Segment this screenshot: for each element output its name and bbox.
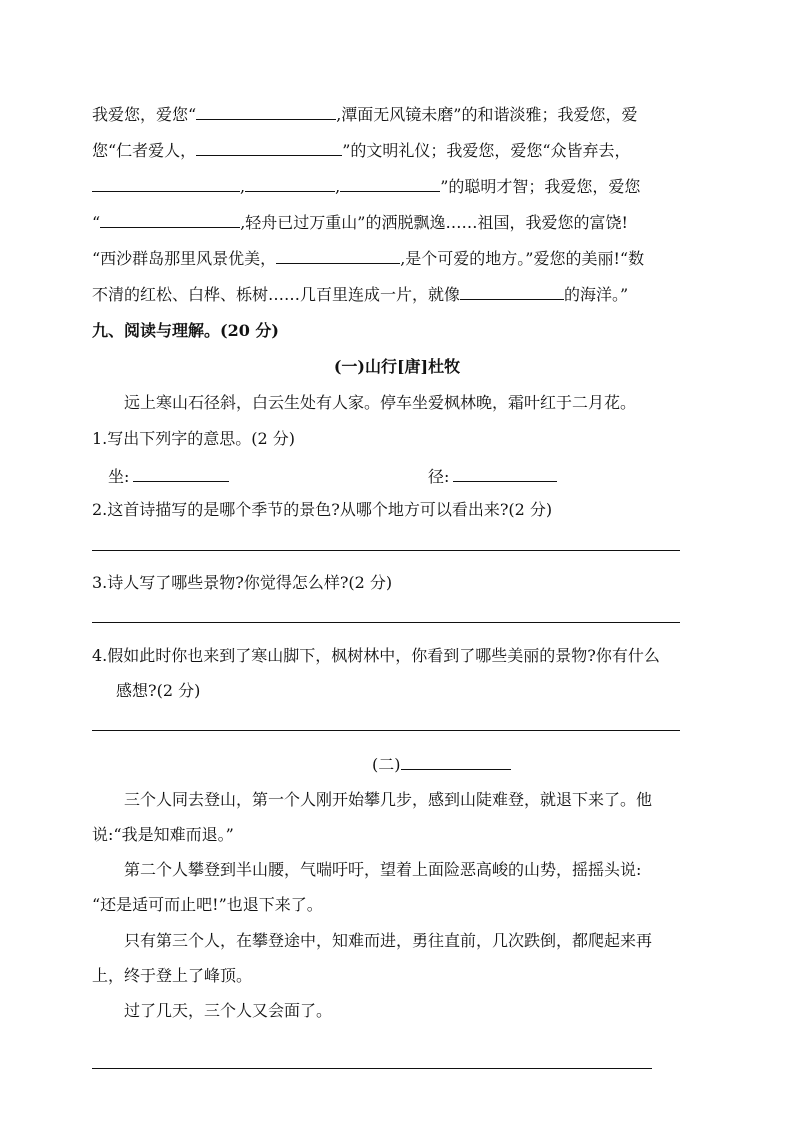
text: ”的文明礼仪；我爱您，爱您“众皆弃去， [342,141,631,160]
para-4: 过了几天，三个人又会面了。 [124,1001,333,1020]
question-1: 1.写出下列字的意思。(2 分) [92,429,296,448]
answer-line[interactable] [92,550,680,551]
fill-line-5 [92,247,644,269]
question-2: 2.这首诗描写的是哪个季节的景色?从哪个地方可以看出来?(2 分) [92,500,553,519]
fill-blank[interactable] [276,247,400,264]
text: “ [92,213,101,232]
fill-blank[interactable] [100,211,240,228]
text: 我爱您，爱您“ [92,105,197,124]
answer-row-1a [108,465,229,487]
fill-line-2 [92,139,631,161]
text: ,潭面无风镜未磨”的和谐淡雅；我爱您，爱 [336,105,638,124]
answer-row-1b [428,465,557,487]
fill-line-3 [92,175,640,197]
part2-title [372,753,511,775]
fill-blank[interactable] [245,175,335,192]
question-3: 3.诗人写了哪些景物?你觉得怎么样?(2 分) [92,573,393,592]
text: (二) [372,755,401,774]
text: “西沙群岛那里风景优美， [92,249,277,268]
fill-blank[interactable] [196,139,342,156]
text: 径: [428,467,450,486]
para-3-line-1: 只有第三个人，在攀登途中，知难而进，勇往直前，几次跌倒，都爬起来再 [124,931,653,950]
question-4-line-2: 感想?(2 分) [116,681,201,700]
title-blank[interactable] [401,753,511,770]
text: , [335,177,341,196]
text: 您“仁者爱人， [92,141,197,160]
para-2-line-1: 第二个人攀登到半山腰，气喘吁吁，望着上面险恶高峻的山势，摇摇头说: [124,860,642,879]
fill-blank[interactable] [92,175,240,192]
text: , [240,177,246,196]
text: 坐: [108,467,130,486]
fill-blank[interactable] [196,103,336,120]
fill-line-6 [92,283,628,305]
para-2-line-2: “还是适可而止吧!”也退下来了。 [92,895,323,914]
para-3-line-2: 上，终于登上了峰顶。 [92,966,253,985]
answer-blank[interactable] [453,465,557,482]
fill-line-4 [92,211,628,233]
text: 的海洋。” [564,285,629,304]
text: ”的聪明才智；我爱您，爱您 [440,177,641,196]
poem-text: 远上寒山石径斜，白云生处有人家。停车坐爱枫林晚，霜叶红于二月花。 [124,393,637,412]
text: ,轻舟已过万重山”的洒脱飘逸……祖国，我爱您的富饶! [240,213,628,232]
fill-blank[interactable] [460,283,564,300]
answer-line[interactable] [92,622,680,623]
para-1-line-2: 说:“我是知难而退。” [92,825,234,844]
answer-blank[interactable] [133,465,229,482]
text: ,是个可爱的地方。”爱您的美丽!“数 [400,249,645,268]
bottom-rule [92,1068,652,1069]
text: 不清的红松、白桦、栎树……几百里连成一片，就像 [92,285,461,304]
question-4-line-1: 4.假如此时你也来到了寒山脚下，枫树林中，你看到了哪些美丽的景物?你有什么 [92,646,660,665]
para-1-line-1: 三个人同去登山，第一个人刚开始攀几步，感到山陡难登，就退下来了。他 [124,790,653,809]
fill-line-1 [92,103,637,125]
part1-title: (一)山行[唐]杜牧 [333,357,461,376]
section-heading: 九、阅读与理解。(20 分) [92,321,279,340]
fill-blank[interactable] [340,175,440,192]
answer-line[interactable] [92,730,680,731]
